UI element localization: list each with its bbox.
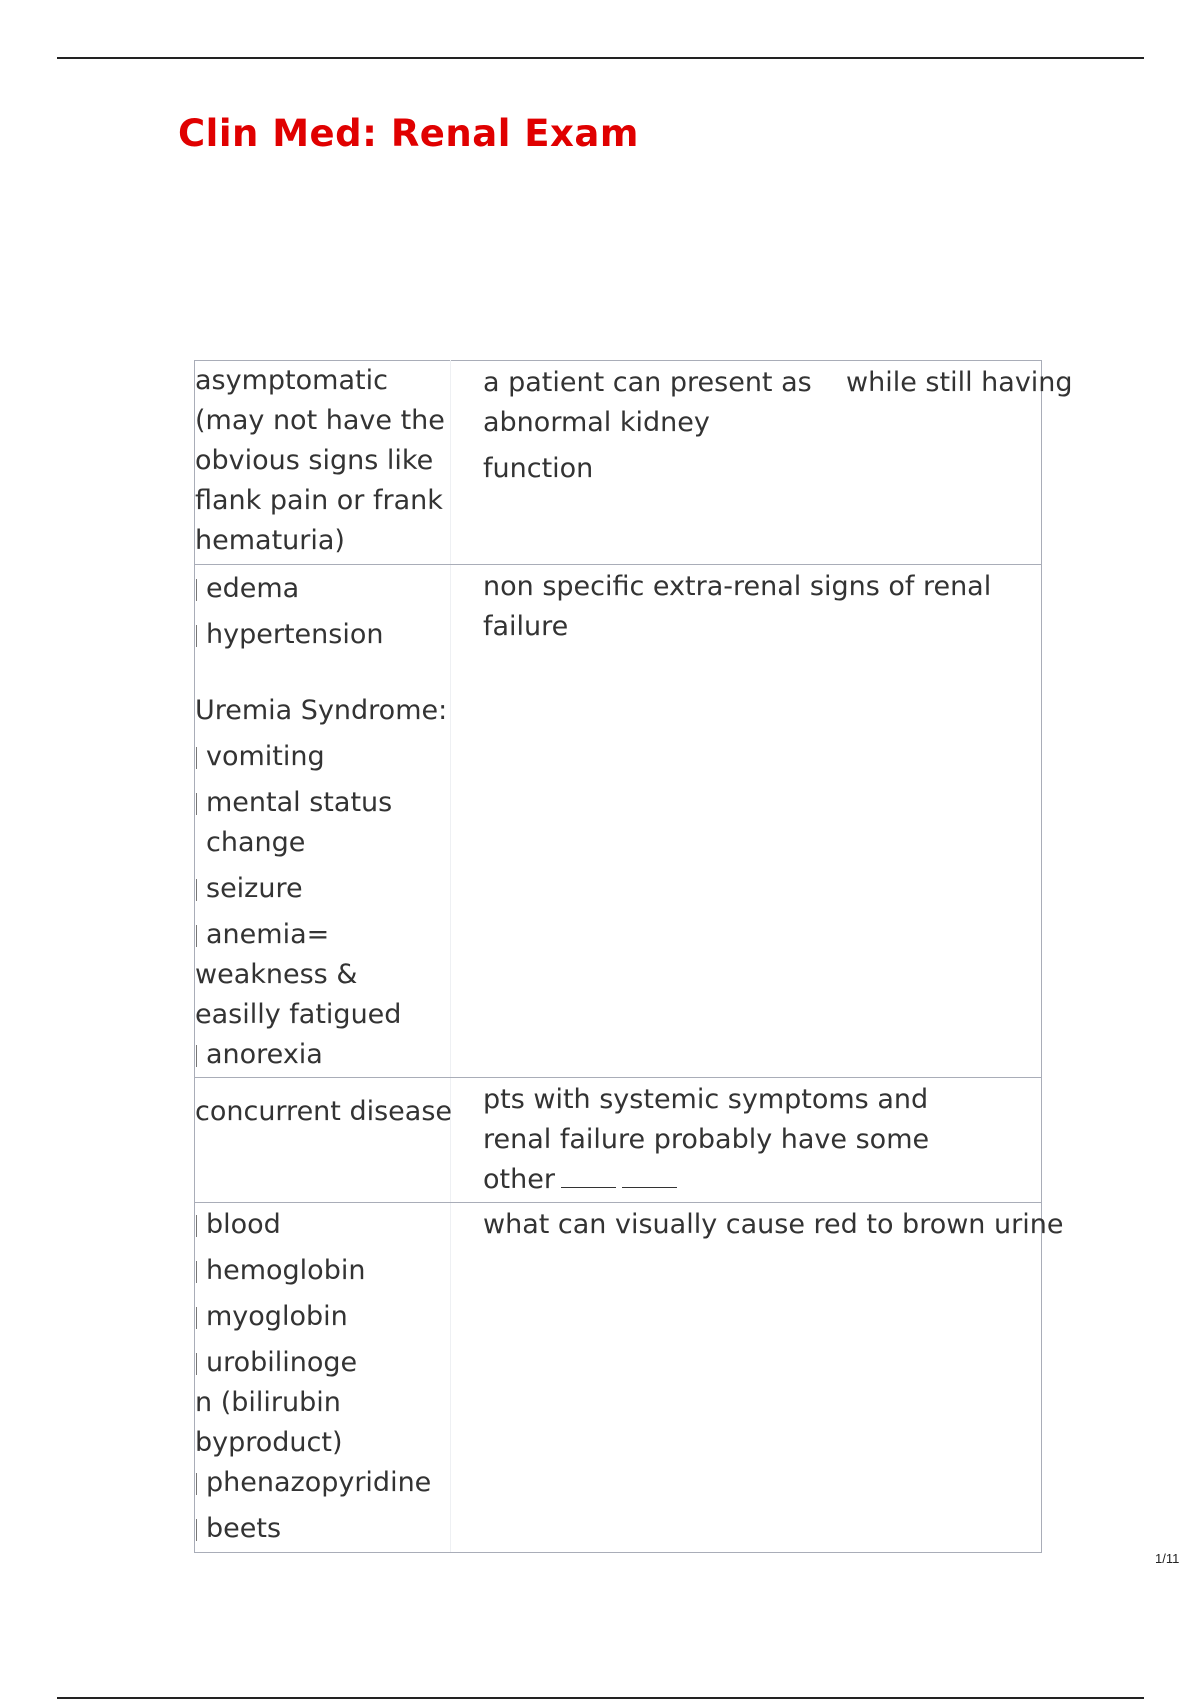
term-line: Uremia Syndrome: <box>195 695 448 726</box>
term-cell <box>195 361 451 565</box>
page-number: 1/11 <box>1155 1551 1180 1566</box>
term-line: concurrent disease <box>195 1096 453 1127</box>
term-line: blood <box>195 1205 450 1245</box>
term-line: (may not have the <box>195 405 445 436</box>
definition-line: pts with systemic symptoms and <box>483 1084 929 1115</box>
definition-line: renal failure probably have some <box>483 1124 930 1155</box>
definition-line: abnormal kidney <box>483 407 710 438</box>
fill-in-blank <box>622 1163 677 1188</box>
definition-cell <box>451 565 1042 1078</box>
term-line: mental status <box>195 783 450 823</box>
definition-line: a patient can present as while still having <box>483 367 1073 398</box>
term-line: hemoglobin <box>195 1251 450 1291</box>
term-line: edema <box>195 569 450 609</box>
definition-line: non specific extra-renal signs of renal <box>483 571 992 602</box>
term-line: hypertension <box>195 615 450 655</box>
term-line: n (bilirubin <box>195 1387 341 1418</box>
term-line: seizure <box>195 869 450 909</box>
definition-line: what can visually cause red to brown urine <box>483 1209 1064 1240</box>
definition-line <box>483 1160 1041 1200</box>
term-line: beets <box>195 1509 450 1549</box>
bottom-rule <box>57 1697 1144 1699</box>
fill-in-blank <box>561 1163 616 1188</box>
definition-line: function <box>483 453 594 484</box>
definition-line: failure <box>483 611 569 642</box>
term-cell <box>195 1078 451 1203</box>
term-line: byproduct) <box>195 1427 343 1458</box>
term-line: urobilinoge <box>195 1343 450 1383</box>
term-line: obvious signs like <box>195 445 434 476</box>
term-cell <box>195 565 451 1078</box>
flashcard-table <box>194 360 1073 1553</box>
definition-text: other <box>483 1164 555 1195</box>
page-title: Clin Med: Renal Exam <box>178 112 639 155</box>
top-rule <box>57 57 1144 59</box>
term-cell <box>195 1203 451 1553</box>
term-line: hematuria) <box>195 525 345 556</box>
term-line: flank pain or frank <box>195 485 443 516</box>
table-row <box>195 565 1042 1078</box>
table-row <box>195 1203 1042 1553</box>
term-line: vomiting <box>195 737 450 777</box>
definition-cell <box>451 1078 1042 1203</box>
term-line: anemia= <box>195 915 450 955</box>
definition-cell <box>451 361 1073 565</box>
definition-cell <box>451 1203 1064 1553</box>
spacer <box>195 655 450 691</box>
term-line: asymptomatic <box>195 365 388 396</box>
table-row <box>195 1078 1042 1203</box>
term-line: change <box>206 827 306 858</box>
term-line: easilly fatigued <box>195 999 402 1030</box>
term-line: phenazopyridine <box>195 1463 450 1503</box>
term-line: anorexia <box>195 1035 450 1075</box>
term-line: weakness & <box>195 959 358 990</box>
term-line: myoglobin <box>195 1297 450 1337</box>
table-row <box>195 361 1042 565</box>
